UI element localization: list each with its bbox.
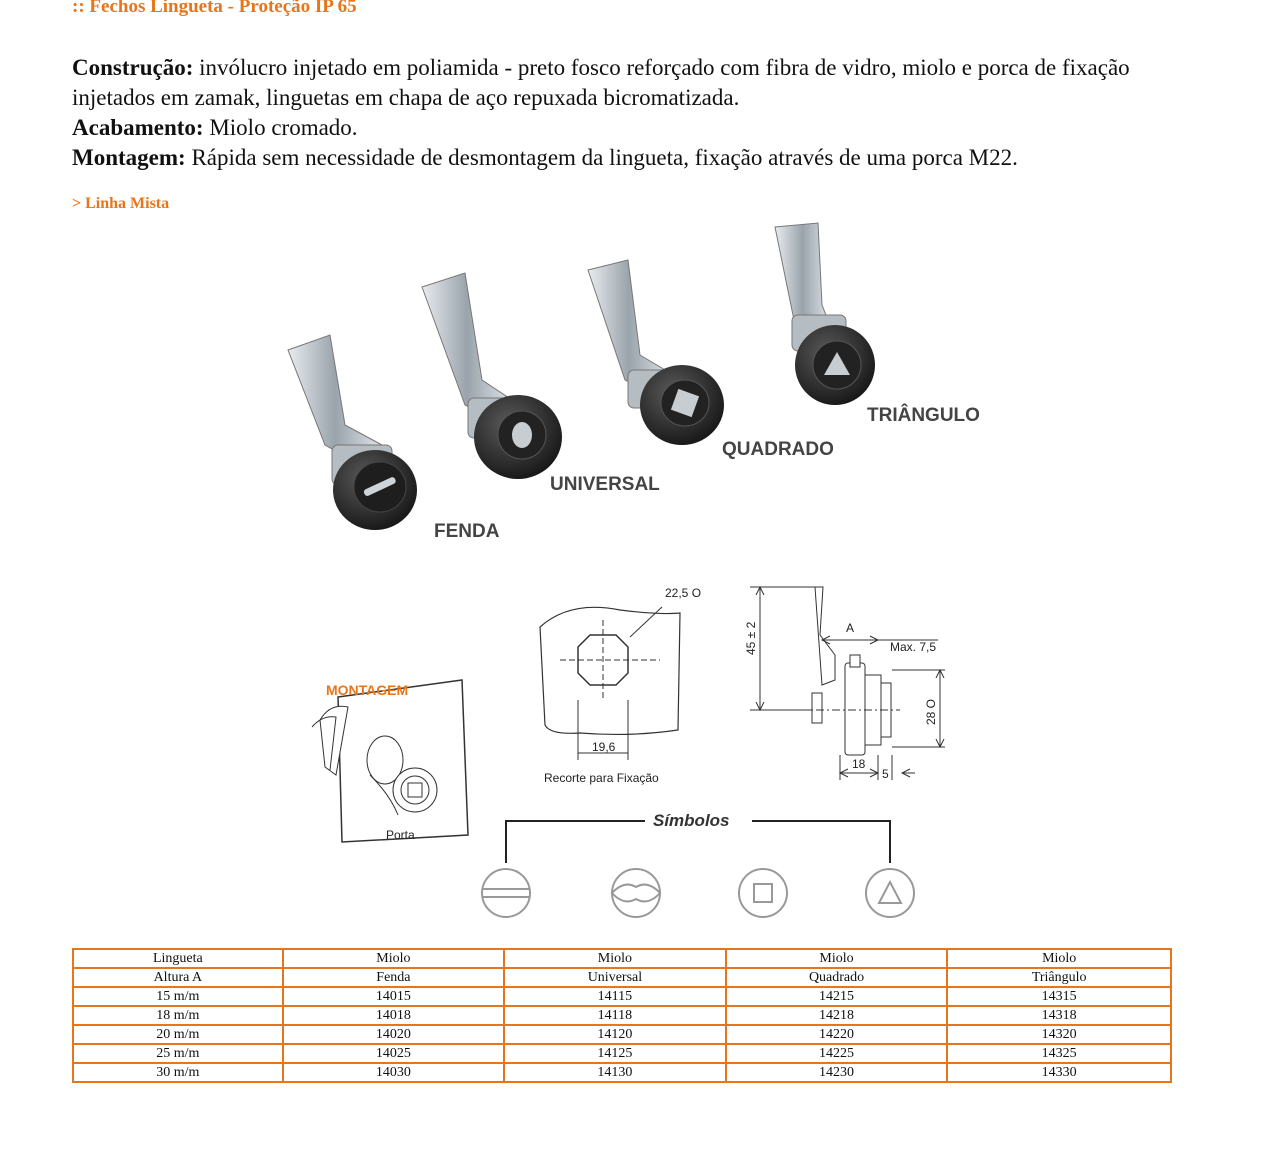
label-fenda: FENDA [434,521,500,542]
lock-triangulo-image [775,223,875,405]
dim-22-5: 22,5 O [665,586,702,600]
acabamento-text: Miolo cromado. [203,115,358,140]
table-cell: 14220 [726,1025,948,1044]
linha-mista-link[interactable]: > Linha Mista [72,195,170,212]
dim-18: 18 [852,757,866,771]
table-cell: 14020 [283,1025,504,1044]
table-cell: 14030 [283,1063,504,1082]
table-cell: 14320 [947,1025,1171,1044]
table-row [73,987,1171,1006]
table-cell: Universal [504,968,726,987]
table-cell: 14225 [726,1044,948,1063]
montagem-label: MONTAGEM [326,682,409,698]
codes-table [72,948,1172,1083]
table-cell: 20 m/m [73,1025,283,1044]
label-universal: UNIVERSAL [550,474,660,495]
recorte-label: Recorte para Fixação [544,771,659,785]
dim-5: 5 [882,767,889,781]
table-row [73,1006,1171,1025]
dim-19-6: 19,6 [592,740,616,754]
table-cell: Miolo [504,949,726,968]
construcao-text: invólucro injetado em poliamida - preto fosco reforçado com fibra de vidro, miolo e porca de fixação injetados em zamak, linguetas em chapa de aço repuxada bicromatizada. [72,55,1130,110]
table-cell: 25 m/m [73,1044,283,1063]
table-cell: 14018 [283,1006,504,1025]
dim-a: A [846,621,855,635]
recorte-drawing [540,607,680,760]
symbol-triangulo-icon [866,869,914,917]
symbol-quadrado-icon [739,869,787,917]
table-header-row [73,949,1171,968]
table-header-row [73,968,1171,987]
table-cell: 14315 [947,987,1171,1006]
montagem-text: Rápida sem necessidade de desmontagem da lingueta, fixação através de uma porca M22. [185,145,1018,170]
acabamento-label: Acabamento: [72,115,204,140]
table-cell: 14215 [726,987,948,1006]
table-cell: 14318 [947,1006,1171,1025]
dim-28: 28 O [924,698,938,725]
table-cell: 14218 [726,1006,948,1025]
table-cell: 14325 [947,1044,1171,1063]
construcao-label: Construção: [72,55,194,80]
dim-max: Max. 7,5 [890,640,937,654]
montagem-illustration [312,680,468,842]
table-cell: Miolo [283,949,504,968]
table-cell: 14230 [726,1063,948,1082]
table-cell: Lingueta [73,949,283,968]
lock-fenda-image [288,335,417,530]
table-cell: 14130 [504,1063,726,1082]
lock-universal-image [422,273,562,479]
product-figure [270,215,990,930]
table-cell: Altura A [73,968,283,987]
table-cell: 30 m/m [73,1063,283,1082]
table-cell: 15 m/m [73,987,283,1006]
side-dimension-drawing [750,587,945,780]
montagem-label: Montagem: [72,145,186,170]
symbol-fenda-icon [482,869,530,917]
table-cell: 14118 [504,1006,726,1025]
lock-quadrado-image [588,260,724,445]
table-row [73,1063,1171,1082]
table-cell: Miolo [947,949,1171,968]
table-cell: 14125 [504,1044,726,1063]
table-cell: 14120 [504,1025,726,1044]
simbolos-title: Símbolos [653,811,730,830]
table-cell: Triângulo [947,968,1171,987]
label-quadrado: QUADRADO [722,439,834,460]
table-cell: 14330 [947,1063,1171,1082]
table-row [73,1025,1171,1044]
table-cell: 18 m/m [73,1006,283,1025]
table-cell: Miolo [726,949,948,968]
table-cell: 14025 [283,1044,504,1063]
dim-45: 45 ± 2 [744,621,758,655]
page-title: :: Fechos Lingueta - Proteção IP 65 [72,0,357,17]
label-triangulo: TRIÂNGULO [867,405,980,426]
table-cell: Quadrado [726,968,948,987]
table-row [73,1044,1171,1063]
table-cell: 14015 [283,987,504,1006]
symbol-universal-icon [612,869,660,917]
table-cell: Fenda [283,968,504,987]
table-cell: 14115 [504,987,726,1006]
porta-label: Porta [386,828,415,842]
description [72,53,1192,173]
